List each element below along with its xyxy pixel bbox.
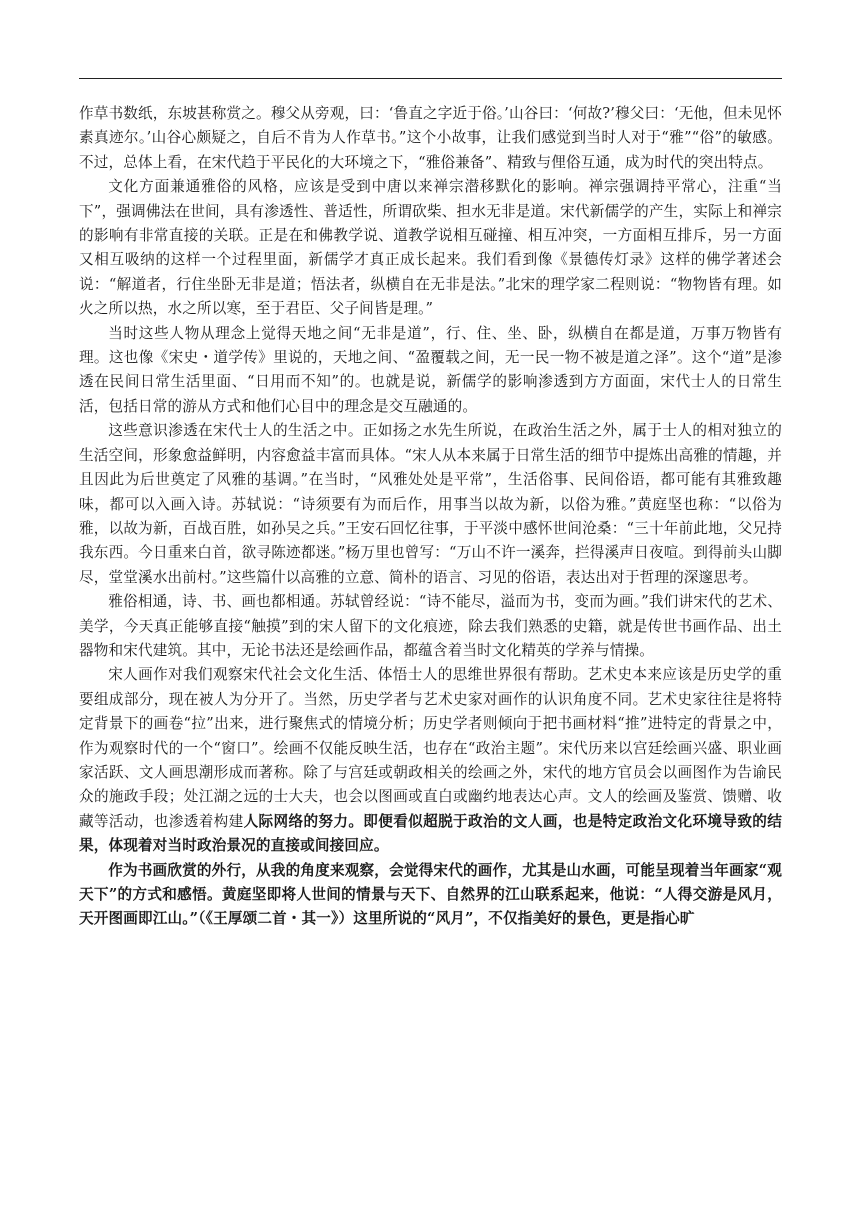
- paragraph-3: 当时这些人物从理念上觉得天地之间“无非是道”，行、住、坐、卧，纵横自在都是道，万事万物皆有理。这也像《宋史・道学传》里说的，天地之间、“盈覆载之间，无一民一物不被是道之泽”。这个“道”是渗透在民间日常生活里面、“日用而不知”的。也就是说，新儒学的影响渗透到方方面面，宋代士人的日常生活，包括日常的游从方式和他们心目中的理念是交互融通的。: [79, 324, 782, 415]
- paragraph-1: 作草书数纸，东坡甚称赏之。穆父从旁观，曰：‘鲁直之字近于俗。’山谷曰：‘何故?’穆父曰：‘无他，但未见怀素真迹尔。’山谷心颇疑之，自后不肯为人作草书。”这个小故事，让我们感觉到当时人对于“雅”“俗”的敏感。不过，总体上看，在宋代趋于平民化的大环境之下，“雅俗兼备”、精致与俚俗互通，成为时代的突出特点。: [79, 105, 782, 171]
- paragraph-5: 雅俗相通，诗、书、画也都相通。苏轼曾经说：“诗不能尽，溢而为书，变而为画。”我们讲宋代的艺术、美学，今天真正能够直接“触摸”到的宋人留下的文化痕迹，除去我们熟悉的史籍，就是传世书画作品、出土器物和宋代建筑。其中，无论书法还是绘画作品，都蕴含着当时文化精英的学养与情操。: [79, 593, 782, 659]
- header-rule: [79, 78, 782, 79]
- paragraph-4: 这些意识渗透在宋代士人的生活之中。正如扬之水先生所说，在政治生活之外，属于士人的相对独立的生活空间，形象愈益鲜明，内容愈益丰富而具体。“宋人从本来属于日常生活的细节中提炼出高雅的情趣，并且因此为后世奠定了风雅的基调。”在当时，“风雅处处是平常”，生活俗事、民间俗语，都可能有其雅致趣味，都可以入画入诗。苏轼说：“诗须要有为而后作，用事当以故为新，以俗为雅。”黄庭坚也称：“以俗为雅，以故为新，百战百胜，如孙吴之兵。”王安石回忆往事，于平淡中感怀世间沧桑：“三十年前此地，父兄持我东西。今日重来白首，欲寻陈迹都迷。”杨万里也曾写：“万山不许一溪奔，拦得溪声日夜喧。到得前头山脚尽，堂堂溪水出前村。”这些篇什以高雅的立意、简朴的语言、习见的俗语，表达出对于哲理的深邃思考。: [79, 422, 782, 586]
- paragraph-6-bold-text: 人际网络的努力。即便看似超脱于政治的文人画，也是特定政治文化环境导致的结果，体现着对当时政治景况的直接或间接回应。: [79, 812, 783, 855]
- paragraph-7: 作为书画欣赏的外行，从我的角度来观察，会觉得宋代的画作，尤其是山水画，可能呈现着当年画家“观天下”的方式和感悟。黄庭坚即将人世间的情景与天下、自然界的江山联系起来，他说：“人得交游是风月，天开图画即江山。”（《王厚颂二首・其一》）这里所说的“风月”，不仅指美好的景色，更是指心旷: [79, 861, 782, 928]
- paragraph-2: 文化方面兼通雅俗的风格，应该是受到中唐以来禅宗潜移默化的影响。禅宗强调持平常心，注重“当下”，强调佛法在世间，具有渗透性、普适性，所谓砍柴、担水无非是道。宋代新儒学的产生，实际上和禅宗的影响有非常直接的关联。正是在和佛教学说、道教学说相互碰撞、相互冲突，一方面相互排斥，另一方面又相互吸纳的这样一个过程里面，新儒学才真正成长起来。我们看到像《景德传灯录》这样的佛学著述会说：“解道者，行住坐卧无非是道；悟法者，纵横自在无非是法。”北宋的理学家二程则说：“物物皆有理。如火之所以热，水之所以寒，至于君臣、父子间皆是理。”: [79, 178, 782, 318]
- paragraph-6: [79, 663, 782, 858]
- paragraph-6-text: 宋人画作对我们观察宋代社会文化生活、体悟士人的思维世界很有帮助。艺术史本来应该是历史学的重要组成部分，现在被人为分开了。当然，历史学者与艺术史家对画作的认识角度不同。艺术史家往往是将特定背景下的画卷“拉”出来，进行聚焦式的情境分析；历史学者则倾向于把书画材料“推”进特定的背景之中，作为观察时代的一个“窗口”。绘画不仅能反映生活，也存在“政治主题”。宋代历来以宫廷绘画兴盛、职业画家活跃、文人画思潮形成而著称。除了与宫廷或朝政相关的绘画之外，宋代的地方官员会以画图作为告谕民众的施政手段；处江湖之远的士大夫，也会以图画或直白或幽约地表达心声。文人的绘画及鉴赏、馈赠、收藏等活动，也渗透着构建: [79, 666, 782, 830]
- document-body: [79, 102, 782, 932]
